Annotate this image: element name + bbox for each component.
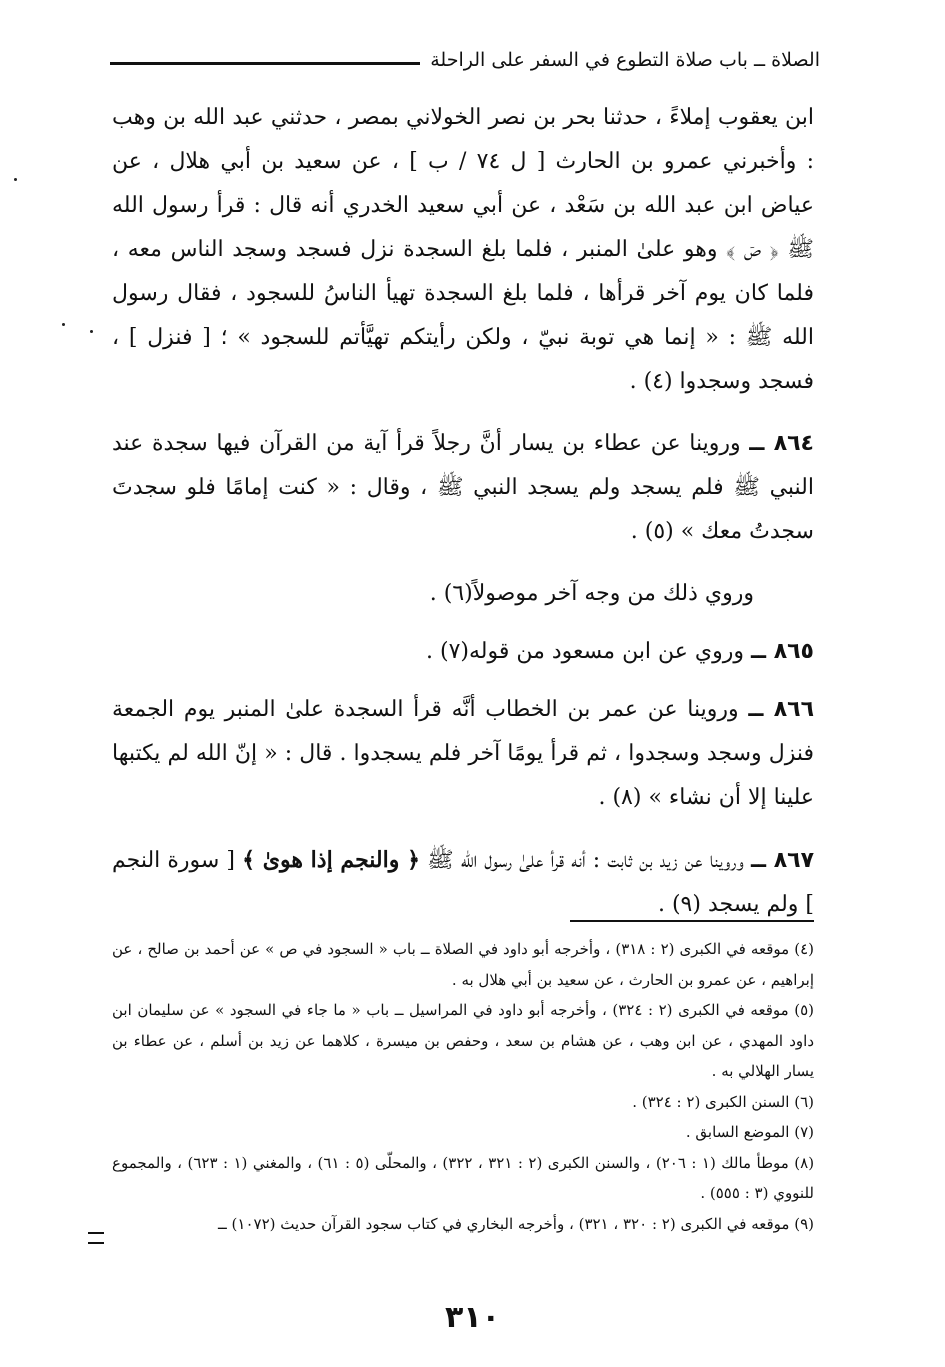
paragraph-hadith-863: ابن يعقوب إملاءً ، حدثنا بحر بن نصر الخولاني بمصر ، حدثني عبد الله بن وهب : وأخبرني عمرو بن الحارث [ ل ٧٤ / ب ] ، عن سعيد بن أبي هلال ، عن عياض ابن عبد الله بن سَعْد ، عن أبي سعيد الخدري أنه قال : قرأ رسول الله ﷺ ﴿ صۤ ﴾ وهو علىٰ المنبر ، فلما بلغ السجدة نزل فسجد وسجد الناس معه ، فلما كان يوم آخر قرأها ، فلما بلغ السجدة تهيأ الناسُ للسجود ، فقال رسول الله ﷺ : « إنما هي توبة نبيّ ، ولكن رأيتكم تهيَّأتم للسجود » ؛ [ فنزل ] ، فسجد وسجدوا (٤) . <box>112 105 814 394</box>
hadith-number-867: ٨٦٧ ــ <box>750 848 815 873</box>
footnote-9: (٩) موقعه في الكبرى (٢ : ٣٢٠ ، ٣٢١) ، وأخرجه البخاري في كتاب سجود القرآن حديث (١٠٧٢) ــ <box>218 1214 814 1233</box>
paragraph-hadith-866 <box>112 688 814 820</box>
header-title: الصلاة ــ باب صلاة التطوع في السفر على الراحلة <box>430 49 820 71</box>
footnote-7: (٧) الموضع السابق . <box>685 1123 814 1141</box>
footnote-separator <box>570 920 814 922</box>
hadith-864-text: وروينا عن عطاء بن يسار أنَّ رجلاً قرأ آية من القرآن فيها سجدة عند النبي ﷺ فلم يسجد ولم يسجد النبي ﷺ ، وقال : « كنت إمامًا فلو سجدتَ سجدتُ معك » (٥) . <box>112 431 814 544</box>
scan-speck <box>90 330 93 333</box>
running-header <box>110 40 820 80</box>
hadith-867-text-end: [ سورة النجم ] ولم يسجد (٩) . <box>112 848 814 917</box>
footnote-4: (٤) موقعه في الكبرى (٢ : ٣١٨) ، وأخرجه أبو داود في الصلاة ــ باب « السجود في ص » عن أحمد بن صالح ، عن إبراهيم ، عن عمرو بن الحارث ، عن سعيد بن أبي هلال به . <box>112 940 815 989</box>
header-rule <box>110 62 420 65</box>
hadith-number-865: ٨٦٥ ــ <box>751 639 814 664</box>
main-text <box>112 96 814 927</box>
page-number: ٣١٠ <box>445 1300 500 1335</box>
hadith-867-text: وروينا عن زيد بن ثابت : أنه قرأ علىٰ رسول الله ﷺ <box>427 848 744 873</box>
continuation-mark <box>88 1232 104 1244</box>
hadith-number-864: ٨٦٤ ــ <box>749 431 814 456</box>
hadith-865-text: وروي عن ابن مسعود من قوله(٧) . <box>426 639 744 664</box>
footnote-8: (٨) موطأ مالك (١ : ٢٠٦) ، والسنن الكبرى (٢ : ٣٢١ ، ٣٢٢) ، والمحلّى (٥ : ٦١) ، والمغني (١ : ٦٢٣) ، والمجموع للنووي (٣ : ٥٥٥) . <box>112 1153 815 1202</box>
paragraph-note: وروي ذلك من وجه آخر موصولاً(٦) . <box>429 581 754 606</box>
hadith-number-866: ٨٦٦ ــ <box>748 697 815 722</box>
footnote-5: (٥) موقعه في الكبرى (٢ : ٣٢٤) ، وأخرجه أبو داود في المراسيل ــ باب « ما جاء في السجود » عن سليمان ابن داود المهدي ، عن ابن وهب ، عن هشام بن سعد ، وحفص بن ميسرة ، كلاهما عن زيد بن أسلم ، عن عطاء بن يسار الهلالي به . <box>112 1001 815 1080</box>
scan-speck <box>14 178 17 181</box>
quran-verse: ﴿ والنجم إذا هوىٰ ﴾ <box>242 847 420 873</box>
paragraph-hadith-865 <box>112 630 814 674</box>
paragraph-hadith-867 <box>112 838 814 927</box>
footnote-6: (٦) السنن الكبرى (٢ : ٣٢٤) . <box>632 1092 814 1111</box>
scan-speck <box>62 323 65 326</box>
hadith-866-text: وروينا عن عمر بن الخطاب أنَّه قرأ السجدة علىٰ المنبر يوم الجمعة فنزل وسجد وسجدوا ، ثم قرأ يومًا آخر فلم يسجدوا . قال : « إنّ الله لم يكتبها علينا إلا أن نشاء » (٨) . <box>112 697 814 810</box>
paragraph-hadith-864 <box>112 422 814 554</box>
footnotes <box>112 934 814 1239</box>
